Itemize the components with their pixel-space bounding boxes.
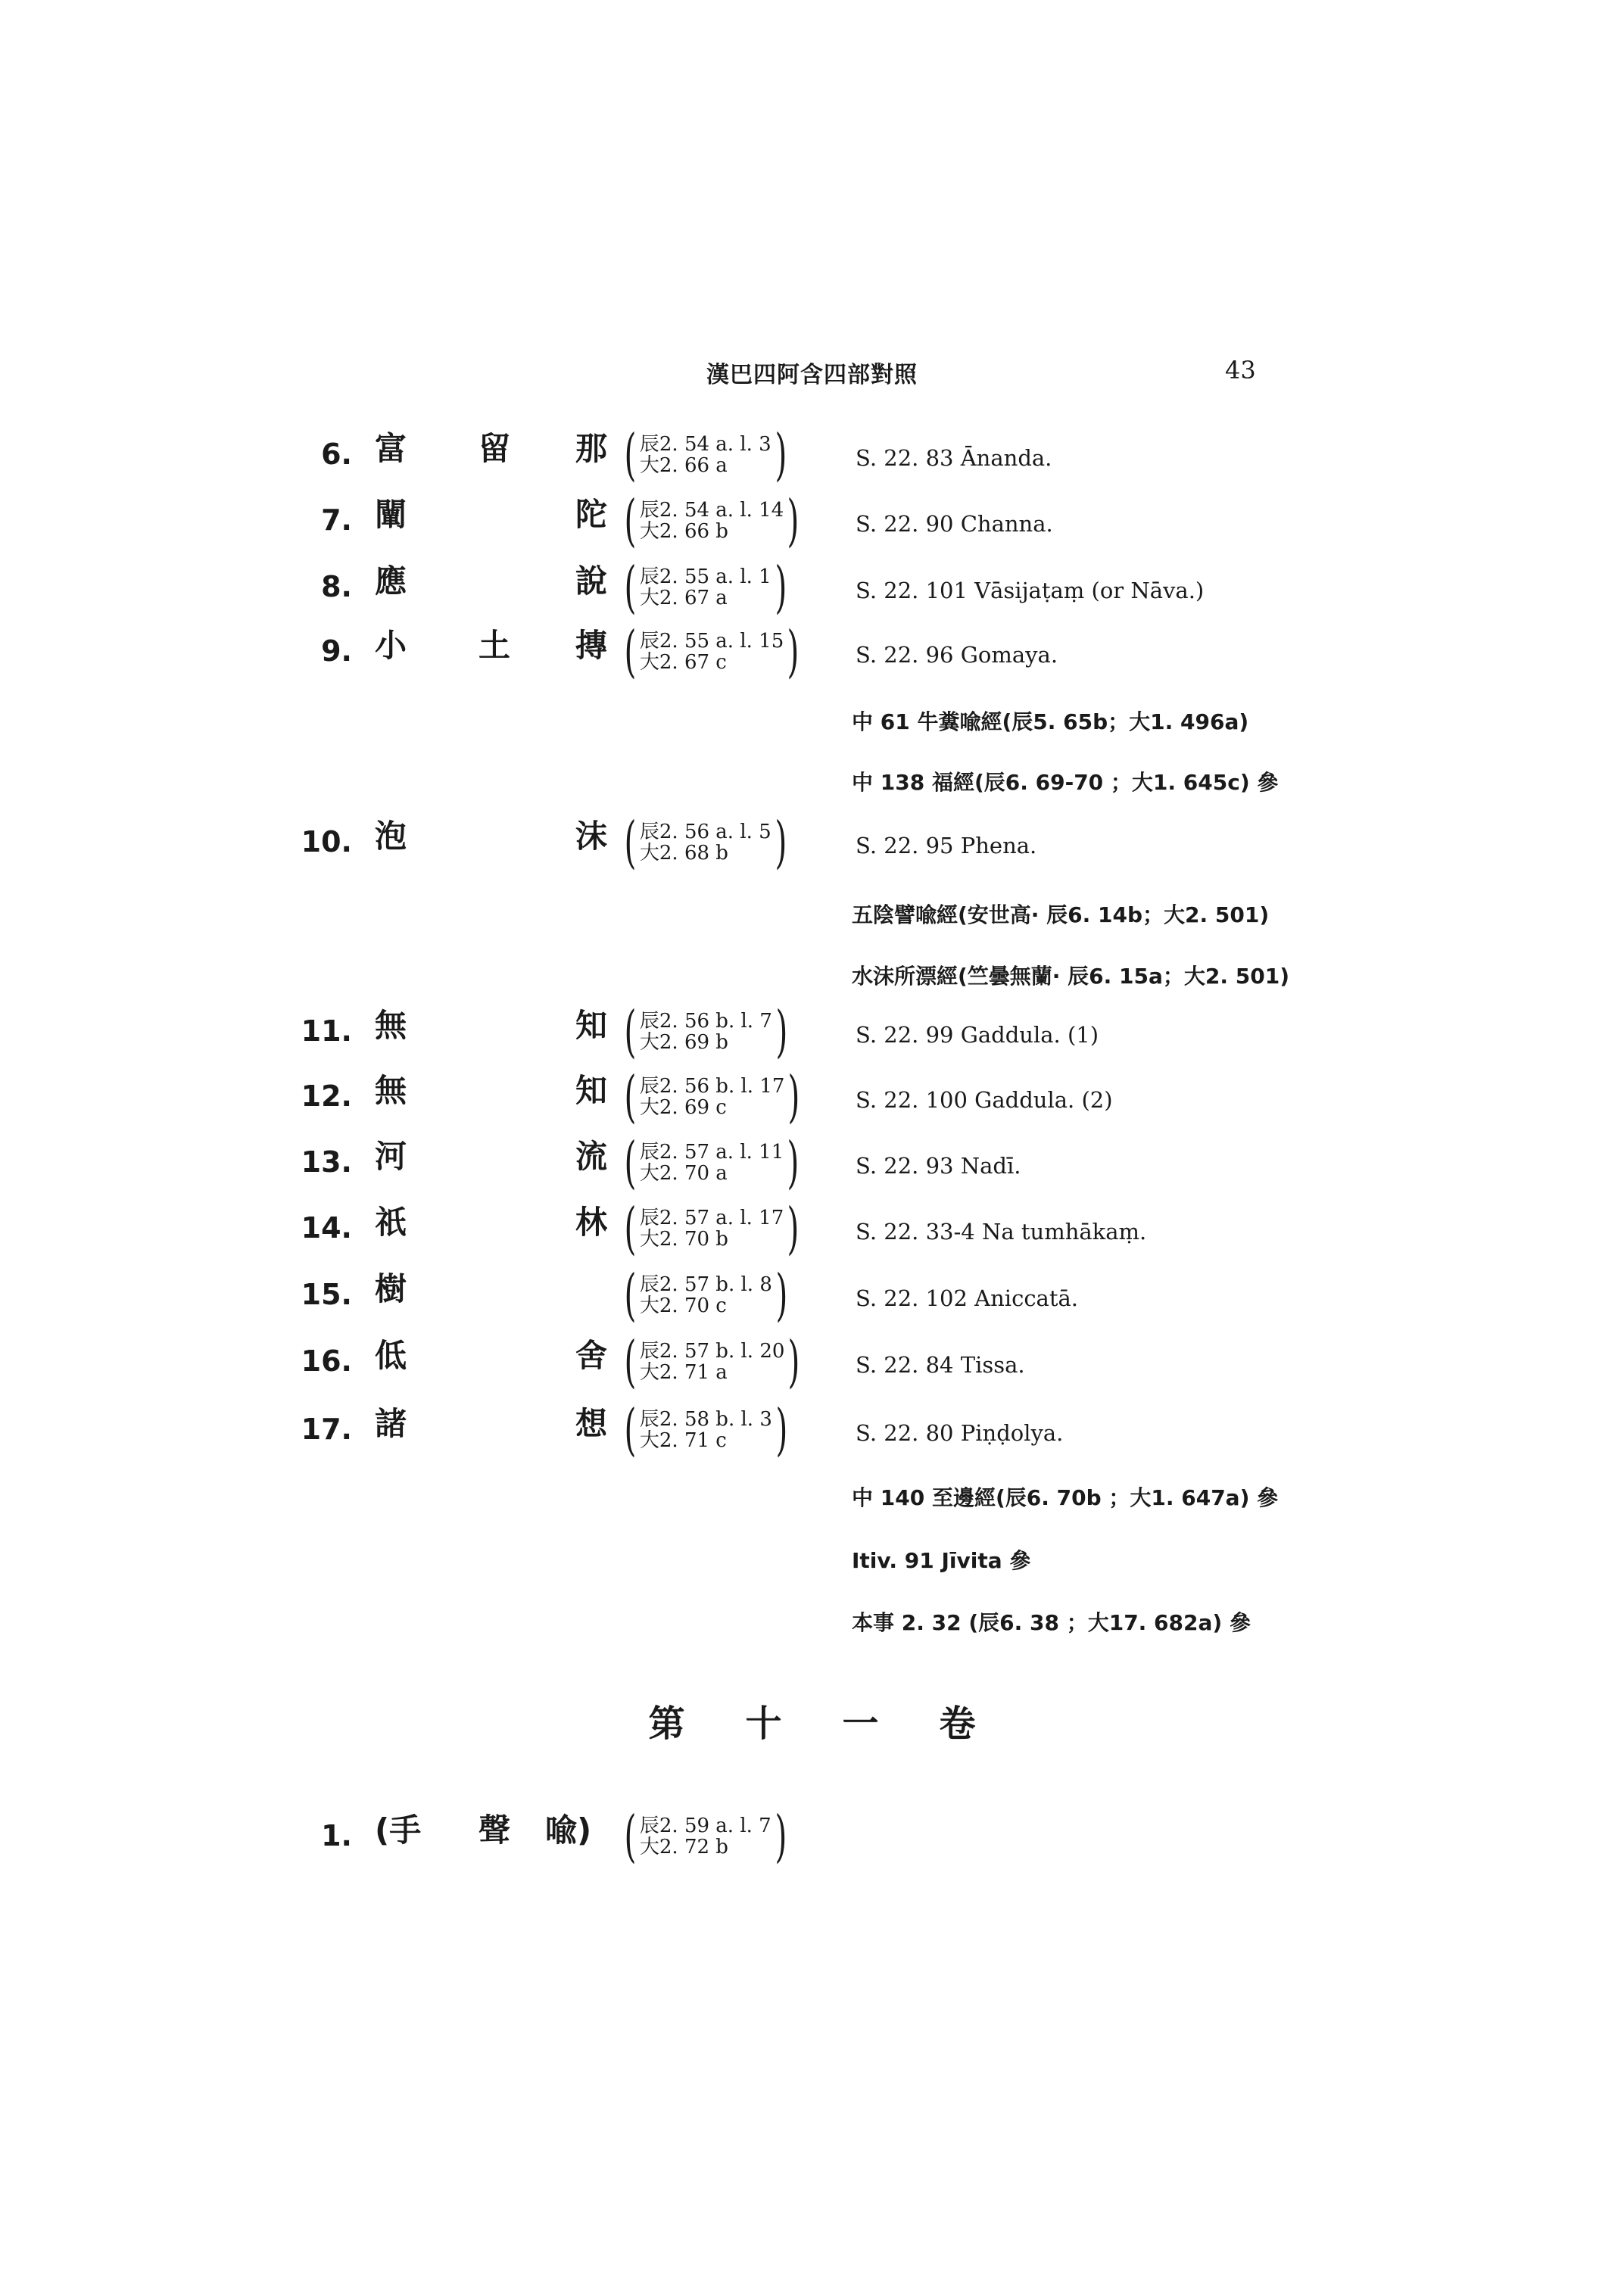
title-char-2: 土 [478,627,511,664]
title-char-2: 聲 [478,1812,511,1849]
chinese-reference: ( 辰2. 56 a. l. 5 大2. 68 b ) [624,810,787,875]
pali-reference: S. 22. 80 Piṇḍolya. [856,1420,1064,1446]
title-char-1: 闡 [375,496,407,533]
entry-row [0,1196,1624,1266]
entry-row [0,1804,1624,1874]
entry-row [0,1329,1624,1399]
page-number: 43 [1225,356,1256,385]
entry-row [0,1130,1624,1200]
pali-reference: S. 22. 95 Phena. [856,833,1037,858]
pali-reference: S. 22. 93 Nadī. [856,1153,1021,1179]
reference-line-1: 辰2. 59 a. l. 7 [639,1815,771,1837]
title-char-3: 舍 [575,1337,608,1374]
title-char-1: 河 [375,1138,407,1175]
sub-reference: 中 140 至邊經(辰6. 70b ；大1. 647a) 參 [852,1485,1279,1510]
chinese-reference: ( 辰2. 54 a. l. 14 大2. 66 b ) [624,488,800,553]
pali-reference: S. 22. 99 Gaddula. (1) [856,1022,1099,1048]
entry-row [0,619,1624,689]
sub-reference: Itiv. 91 Jīvita 參 [852,1548,1031,1573]
reference-line-1: 辰2. 55 a. l. 1 [639,565,771,588]
entry-row [0,555,1624,625]
reference-line-2: 大2. 72 b [639,1836,728,1858]
title-char-3: 摶 [575,627,608,664]
reference-line-1: 辰2. 56 b. l. 17 [639,1075,785,1098]
chinese-reference: ( 辰2. 54 a. l. 3 大2. 66 a ) [624,422,787,488]
reference-line-1: 辰2. 54 a. l. 14 [639,499,784,522]
entry-row [0,1064,1624,1134]
title-char-2: 留 [478,430,511,467]
reference-line-2: 大2. 69 c [639,1096,727,1119]
sub-reference: 本事 2. 32 (辰6. 38 ；大17. 682a) 參 [852,1610,1251,1635]
entry-number: 7. [321,503,352,537]
pali-reference: S. 22. 33-4 Na tumhākaṃ. [856,1219,1147,1245]
section-title [0,1694,1624,1746]
chinese-reference: ( 辰2. 57 a. l. 11 大2. 70 a ) [624,1130,800,1195]
entry-row [0,810,1624,880]
reference-line-2: 大2. 68 b [639,842,728,865]
reference-line-1: 辰2. 57 a. l. 11 [639,1141,784,1164]
entry-row [0,1397,1624,1467]
entry-number: 12. [301,1080,352,1113]
pali-reference: S. 22. 84 Tissa. [856,1352,1025,1378]
chinese-reference: ( 辰2. 56 b. l. 7 大2. 69 b ) [624,999,788,1064]
entry-row [0,999,1624,1069]
reference-line-1: 辰2. 56 a. l. 5 [639,821,771,843]
title-char-3: 喩) [545,1812,592,1849]
pali-reference: S. 22. 101 Vāsijaṭaṃ (or Nāva.) [856,578,1205,603]
entry-number: 6. [321,438,352,471]
reference-line-2: 大2. 70 c [639,1294,727,1317]
entry-number: 11. [301,1014,352,1048]
title-char-1: 祇 [375,1204,407,1241]
title-char-3: 說 [575,562,608,600]
reference-line-1: 辰2. 57 b. l. 20 [639,1340,785,1363]
reference-line-2: 大2. 71 c [639,1429,727,1452]
reference-line-1: 辰2. 55 a. l. 15 [639,630,784,653]
title-char-1: 諸 [375,1405,407,1442]
chinese-reference: ( 辰2. 57 b. l. 20 大2. 71 a ) [624,1329,800,1394]
reference-line-2: 大2. 69 b [639,1031,728,1054]
sub-reference: 中 61 牛糞喩經(辰5. 65b；大1. 496a) [852,709,1249,734]
title-char-1: 樹 [375,1270,407,1307]
title-char-3: 陀 [575,496,608,533]
pali-reference: S. 22. 100 Gaddula. (2) [856,1087,1113,1113]
reference-line-1: 辰2. 56 b. l. 7 [639,1010,772,1033]
entry-number: 10. [301,825,352,858]
chinese-reference: ( 辰2. 55 a. l. 1 大2. 67 a ) [624,555,787,620]
chinese-reference: ( 辰2. 59 a. l. 7 大2. 72 b ) [624,1804,787,1869]
title-char-3: 想 [575,1405,608,1442]
title-char-3: 知 [575,1072,608,1109]
chinese-reference: ( 辰2. 55 a. l. 15 大2. 67 c ) [624,619,800,684]
entry-row [0,488,1624,558]
pali-reference: S. 22. 90 Channa. [856,511,1053,537]
title-char-1: 無 [375,1072,407,1109]
reference-line-2: 大2. 66 a [639,454,728,477]
reference-line-2: 大2. 70 a [639,1162,728,1185]
title-char-1: (手 [375,1812,422,1849]
entry-number: 1. [321,1819,352,1852]
entry-number: 17. [301,1413,352,1446]
pali-reference: S. 22. 96 Gomaya. [856,642,1058,668]
title-char-1: 小 [375,627,407,664]
reference-line-1: 辰2. 58 b. l. 3 [639,1408,772,1431]
sub-reference: 中 138 福經(辰6. 69-70 ；大1. 645c) 參 [852,770,1279,795]
reference-line-2: 大2. 70 b [639,1228,728,1251]
section-title-char: 卷 [939,1703,976,1745]
pali-reference: S. 22. 83 Ānanda. [856,445,1052,471]
entry-number: 14. [301,1211,352,1245]
reference-line-2: 大2. 67 c [639,651,727,674]
title-char-3: 流 [575,1138,608,1175]
title-char-3: 沫 [575,818,608,855]
page-header-title: 漢巴四阿含四部對照 [706,362,918,388]
entry-number: 16. [301,1344,352,1378]
title-char-3: 林 [575,1204,608,1241]
title-char-1: 低 [375,1337,407,1374]
entry-row [0,422,1624,492]
sub-reference: 五陰譬喩經(安世高· 辰6. 14b；大2. 501) [852,902,1270,927]
section-title-char: 一 [842,1703,879,1745]
sub-reference: 水沫所漂經(竺曇無蘭· 辰6. 15a；大2. 501) [852,964,1290,989]
title-char-1: 富 [375,430,407,467]
entry-number: 13. [301,1145,352,1179]
reference-line-2: 大2. 71 a [639,1361,728,1384]
section-title-char: 十 [745,1703,782,1745]
chinese-reference: ( 辰2. 56 b. l. 17 大2. 69 c ) [624,1064,800,1129]
reference-line-1: 辰2. 57 b. l. 8 [639,1273,772,1296]
section-title-char: 第 [648,1703,685,1745]
entry-number: 15. [301,1278,352,1311]
chinese-reference: ( 辰2. 58 b. l. 3 大2. 71 c ) [624,1397,788,1463]
title-char-3: 知 [575,1007,608,1044]
title-char-1: 泡 [375,818,407,855]
reference-line-1: 辰2. 54 a. l. 3 [639,433,771,456]
title-char-1: 應 [375,562,407,600]
title-char-1: 無 [375,1007,407,1044]
entry-row [0,1263,1624,1332]
pali-reference: S. 22. 102 Aniccatā. [856,1285,1079,1311]
entry-number: 9. [321,634,352,668]
chinese-reference: ( 辰2. 57 b. l. 8 大2. 70 c ) [624,1263,788,1328]
reference-line-2: 大2. 66 b [639,520,728,543]
reference-line-2: 大2. 67 a [639,587,728,609]
reference-line-1: 辰2. 57 a. l. 17 [639,1207,784,1229]
entry-number: 8. [321,570,352,603]
chinese-reference: ( 辰2. 57 a. l. 17 大2. 70 b ) [624,1196,800,1261]
title-char-3: 那 [575,430,608,467]
